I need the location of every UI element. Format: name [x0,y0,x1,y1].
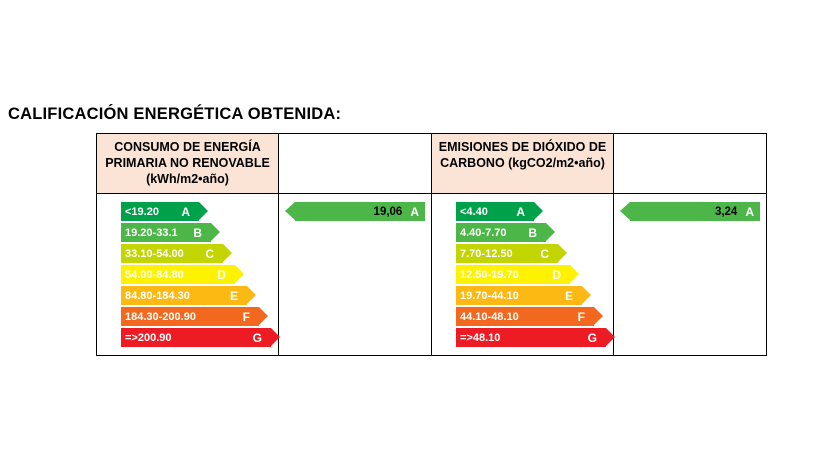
band-list-primary-energy [97,194,278,355]
energy-band-b [456,223,546,242]
energy-band-f [456,307,594,326]
band-range-label: 4.40-7.70 [460,226,507,239]
band-letter-label: E [564,288,573,303]
band-row [456,307,606,326]
rating-value: 19,06 [373,205,403,218]
band-range-label: 44.10-48.10 [460,310,519,323]
header-co2-emissions-result [614,134,767,194]
result-primary-energy [279,194,432,356]
band-row [456,328,606,347]
energy-band-g [456,328,606,347]
band-row [121,223,271,242]
rating-result-arrow [630,202,760,221]
band-letter-label: D [217,267,226,282]
band-letter-label: A [516,204,525,219]
band-range-label: 19.70-44.10 [460,289,519,302]
band-letter-label: C [540,246,549,261]
band-range-label: 54.00-84.80 [125,268,184,281]
band-letter-label: A [181,204,190,219]
band-letter-label: C [205,246,214,261]
band-letter-label: G [587,330,597,345]
header-primary-energy-result [279,134,432,194]
header-primary-energy: CONSUMO DE ENERGÍA PRIMARIA NO RENOVABLE (kWh/m2•año) [97,134,279,194]
energy-band-f [121,307,259,326]
energy-band-d [456,265,570,284]
band-letter-label: B [193,225,202,240]
band-row [121,265,271,284]
page-title: CALIFICACIÓN ENERGÉTICA OBTENIDA: [8,105,342,123]
rating-letter: A [745,204,754,219]
header-co2-emissions: EMISIONES DE DIÓXIDO DE CARBONO (kgCO2/m2•año) [432,134,614,194]
band-range-label: =>200.90 [125,331,172,344]
band-row [121,286,271,305]
energy-band-g [121,328,271,347]
band-letter-label: B [528,225,537,240]
band-range-label: 33.10-54.00 [125,247,184,260]
band-range-label: <4.40 [460,205,488,218]
energy-band-e [456,286,582,305]
band-row [121,307,271,326]
scale-primary-energy [97,194,279,356]
band-row [121,328,271,347]
band-list-co2-emissions [432,194,613,355]
band-letter-label: D [552,267,561,282]
energy-band-e [121,286,247,305]
energy-band-c [121,244,223,263]
rating-result-arrow [295,202,425,221]
band-range-label: 7.70-12.50 [460,247,513,260]
band-letter-label: F [577,309,585,324]
band-range-label: 19.20-33.1 [125,226,178,239]
band-range-label: 184.30-200.90 [125,310,196,323]
band-row [456,202,606,221]
energy-band-a [456,202,534,221]
band-range-label: =>48.10 [460,331,501,344]
table-body-row [97,194,767,356]
energy-band-b [121,223,211,242]
band-row [456,244,606,263]
result-co2-emissions [614,194,767,356]
band-range-label: 12.50-19.70 [460,268,519,281]
rating-letter: A [410,204,419,219]
band-row [121,244,271,263]
energy-band-a [121,202,199,221]
table-header-row [97,134,767,194]
band-letter-label: G [252,330,262,345]
band-row [456,265,606,284]
energy-rating-table [96,133,767,356]
band-row [121,202,271,221]
scale-co2-emissions [432,194,614,356]
band-range-label: <19.20 [125,205,159,218]
band-range-label: 84.80-184.30 [125,289,190,302]
energy-band-d [121,265,235,284]
band-letter-label: E [229,288,238,303]
band-letter-label: F [242,309,250,324]
energy-band-c [456,244,558,263]
rating-value: 3,24 [714,205,738,218]
band-row [456,286,606,305]
band-row [456,223,606,242]
